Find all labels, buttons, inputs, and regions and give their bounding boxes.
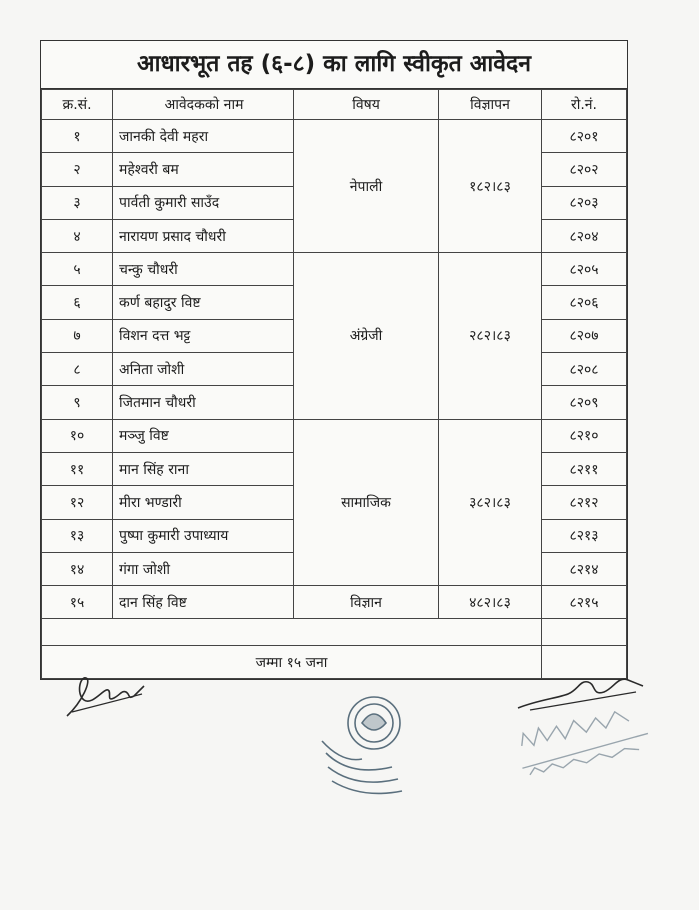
serial-cell: १: [42, 120, 113, 153]
serial-cell: २: [42, 153, 113, 186]
serial-cell: १५: [42, 586, 113, 619]
serial-cell: १२: [42, 486, 113, 519]
serial-cell: ७: [42, 319, 113, 352]
table-row: [42, 253, 627, 286]
name-cell: मीरा भण्डारी: [113, 486, 294, 519]
approved-applications-sheet: [40, 40, 628, 680]
document-title: आधारभूत तह (६-८) का लागि स्वीकृत आवेदन: [41, 41, 627, 89]
name-cell: चन्कु चौधरी: [113, 253, 294, 286]
serial-cell: ६: [42, 286, 113, 319]
roll-cell: ८२०५: [542, 253, 627, 286]
serial-cell: १४: [42, 552, 113, 585]
roll-cell: ८२०४: [542, 219, 627, 252]
roll-cell: ८२१५: [542, 586, 627, 619]
name-cell: कर्ण बहादुर विष्ट: [113, 286, 294, 319]
blank-row: [42, 619, 627, 646]
serial-cell: १३: [42, 519, 113, 552]
header-name: आवेदकको नाम: [113, 90, 294, 120]
advert-cell: १८२।८३: [439, 120, 542, 253]
signature-left: [62, 672, 152, 722]
name-cell: विशन दत्त भट्ट: [113, 319, 294, 352]
roll-cell: ८२११: [542, 452, 627, 485]
subject-cell: विज्ञान: [294, 586, 439, 619]
applicants-table: [41, 89, 627, 679]
roll-cell: ८२०१: [542, 120, 627, 153]
header-serial: क्र.सं.: [42, 90, 113, 120]
roll-cell: ८२१२: [542, 486, 627, 519]
serial-cell: ८: [42, 353, 113, 386]
name-cell: मञ्जु विष्ट: [113, 419, 294, 452]
table-header-row: [42, 90, 627, 120]
table-row: [42, 419, 627, 452]
blank-cell: [542, 619, 627, 646]
blank-cell: [42, 619, 542, 646]
office-seal: [302, 693, 430, 805]
table-row: [42, 120, 627, 153]
name-cell: पुष्पा कुमारी उपाध्याय: [113, 519, 294, 552]
name-cell: महेश्वरी बम: [113, 153, 294, 186]
name-cell: जानकी देवी महरा: [113, 120, 294, 153]
advert-cell: २८२।८३: [439, 253, 542, 419]
name-cell: जितमान चौधरी: [113, 386, 294, 419]
header-roll: रो.नं.: [542, 90, 627, 120]
name-cell: दान सिंह विष्ट: [113, 586, 294, 619]
serial-cell: ३: [42, 186, 113, 219]
name-cell: नारायण प्रसाद चौधरी: [113, 219, 294, 252]
subject-cell: अंग्रेजी: [294, 253, 439, 419]
serial-cell: १०: [42, 419, 113, 452]
advert-cell: ४८२।८३: [439, 586, 542, 619]
serial-cell: ५: [42, 253, 113, 286]
roll-cell: ८२०३: [542, 186, 627, 219]
serial-cell: ९: [42, 386, 113, 419]
advert-cell: ३८२।८३: [439, 419, 542, 585]
subject-cell: नेपाली: [294, 120, 439, 253]
header-advert: विज्ञापन: [439, 90, 542, 120]
total-cell: जम्मा १५ जना: [42, 646, 542, 679]
name-cell: गंगा जोशी: [113, 552, 294, 585]
roll-cell: ८२०८: [542, 353, 627, 386]
table-row: [42, 586, 627, 619]
roll-cell: ८२०६: [542, 286, 627, 319]
roll-cell: ८२०२: [542, 153, 627, 186]
roll-cell: ८२०९: [542, 386, 627, 419]
roll-cell: ८२१३: [542, 519, 627, 552]
roll-cell: ८२१०: [542, 419, 627, 452]
serial-cell: ११: [42, 452, 113, 485]
name-cell: मान सिंह राना: [113, 452, 294, 485]
subject-cell: सामाजिक: [294, 419, 439, 585]
roll-cell: ८२०७: [542, 319, 627, 352]
name-cell: अनिता जोशी: [113, 353, 294, 386]
serial-cell: ४: [42, 219, 113, 252]
header-subject: विषय: [294, 90, 439, 120]
officer-stamp: [508, 670, 668, 780]
roll-cell: ८२१४: [542, 552, 627, 585]
name-cell: पार्वती कुमारी साउँद: [113, 186, 294, 219]
